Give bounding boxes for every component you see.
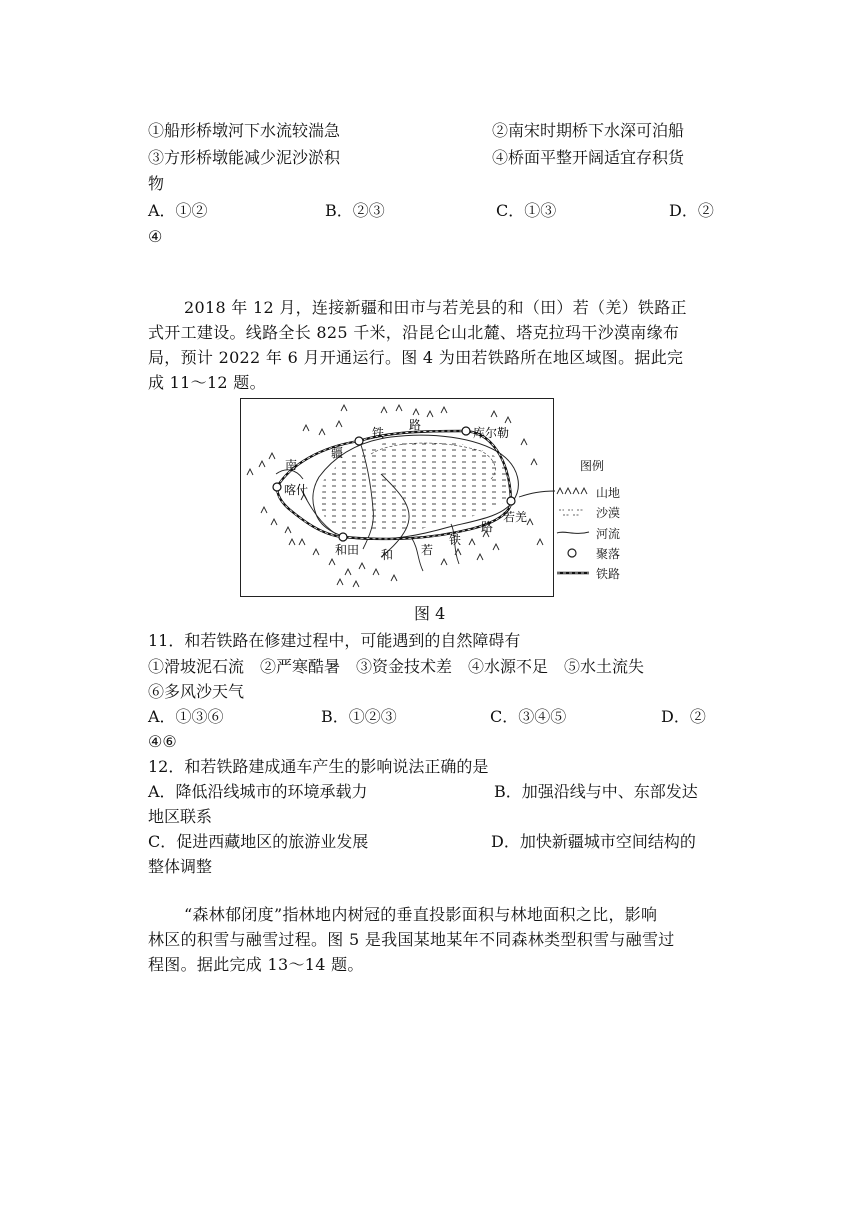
passage1-line-1: 2018 年 12 月，连接新疆和田市与若羌县的和（田）若（羌）铁路正: [184, 298, 687, 317]
map-label-ruo: 若: [421, 543, 434, 557]
map-svg: [241, 399, 555, 598]
map-label-tie: 铁: [372, 426, 385, 440]
q11-stem: 11．和若铁路在修建过程中，可能遇到的自然障碍有: [148, 631, 521, 650]
q11-answer-c: C．③④⑤: [490, 707, 567, 726]
map-label-jiang: 疆: [331, 446, 344, 460]
passage2-line-2: 林区的积雪与融雪过程。图 5 是我国某地某年不同森林类型积雪与融雪过: [148, 930, 675, 949]
legend-symbols: [555, 480, 595, 590]
legend-mountain: 山地: [596, 486, 621, 500]
region-map: [240, 398, 554, 597]
q11-answer-d-continued: ④⑥: [148, 732, 177, 751]
legend-title: 图例: [580, 459, 605, 473]
legend-desert: 沙漠: [596, 506, 621, 520]
q12-answer-c: C．促进西藏地区的旅游业发展: [148, 832, 369, 851]
settlement-ruoqiang: [507, 497, 515, 505]
map-label-kashi: 喀什: [284, 483, 309, 497]
map-label-kuerle: 库尔勒: [473, 426, 510, 440]
q11-answer-a: A．①③⑥: [148, 707, 224, 726]
option-4: ④桥面平整开阔适宜存积货: [492, 148, 685, 167]
q12-answer-d-continued: 整体调整: [148, 857, 213, 876]
q12-answer-b: B．加强沿线与中、东部发达: [494, 782, 698, 801]
legend-settlement-icon: [568, 549, 576, 557]
map-label-ruoqiang: 若羌: [503, 510, 528, 524]
legend-railway: 铁路: [596, 567, 621, 581]
settlement-north: [355, 437, 363, 445]
answer-b: B．②③: [325, 201, 385, 220]
q12-answer-d: D．加快新疆城市空间结构的: [491, 832, 696, 851]
q12-stem: 12．和若铁路建成通车产生的影响说法正确的是: [148, 757, 489, 776]
answer-d-continued: ④: [148, 227, 163, 246]
answer-a: A．①②: [148, 201, 208, 220]
option-1: ①船形桥墩河下水流较湍急: [148, 121, 341, 140]
map-label-lu: 路: [409, 418, 422, 432]
legend-river: 河流: [596, 527, 621, 541]
settlement-kuerle: [462, 427, 470, 435]
settlement-kashi: [273, 483, 281, 491]
river-7: [519, 491, 555, 497]
passage1-line-4: 成 11～12 题。: [148, 373, 266, 392]
passage1-line-3: 局，预计 2022 年 6 月开通运行。图 4 为田若铁路所在地区域图。据此完: [148, 348, 684, 367]
map-label-hetian: 和田: [335, 543, 360, 557]
q11-answer-d: D．②: [661, 707, 706, 726]
figure-caption: 图 4: [414, 604, 446, 623]
map-label-he: 和: [381, 548, 394, 562]
answer-d: D．②: [669, 201, 714, 220]
map-label-nan: 南: [285, 458, 298, 472]
option-2: ②南宋时期桥下水深可泊船: [492, 121, 685, 140]
q11-answer-b: B．①②③: [321, 707, 397, 726]
passage2-line-1: “森林郁闭度”指林地内树冠的垂直投影面积与林地面积之比，影响: [184, 905, 658, 924]
q11-options-continued: ⑥多风沙天气: [148, 682, 245, 701]
passage2-line-3: 程图。据此完成 13～14 题。: [148, 955, 364, 974]
option-3: ③方形桥墩能减少泥沙淤积: [148, 148, 341, 167]
settlement-hetian: [339, 533, 347, 541]
q12-answer-b-continued: 地区联系: [148, 807, 213, 826]
legend-river-icon: [557, 532, 589, 533]
q12-answer-a: A．降低沿线城市的环境承载力: [148, 782, 368, 801]
legend-mountain-icon: [557, 488, 587, 494]
option-4-continued: 物: [148, 174, 165, 193]
answer-c: C．①③: [496, 201, 557, 220]
map-label-lu2: 路: [481, 520, 494, 534]
legend-settlement: 聚落: [596, 547, 621, 561]
q11-options: ①滑坡泥石流 ②严寒酷暑 ③资金技术差 ④水源不足 ⑤水土流失: [148, 657, 645, 676]
passage1-line-2: 式开工建设。线路全长 825 千米，沿昆仑山北麓、塔克拉玛干沙漠南缘布: [148, 323, 680, 342]
legend-desert-icon: [559, 510, 583, 515]
map-label-tie2: 铁: [449, 533, 462, 547]
